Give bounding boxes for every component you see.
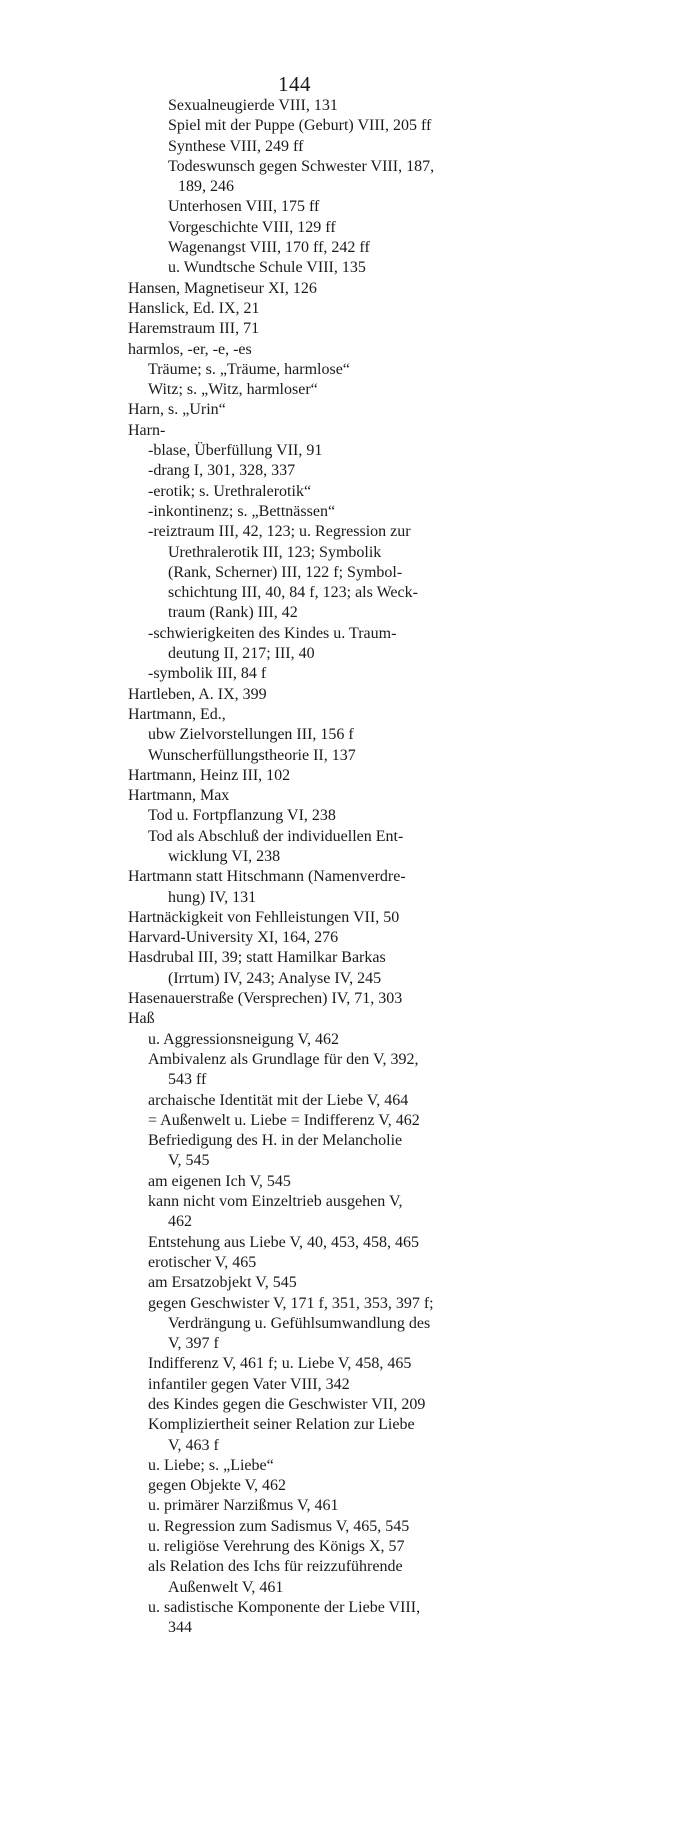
index-subentry: Ambivalenz als Grundlage für den V, 392,: [148, 1050, 419, 1068]
index-subentry: deutung II, 217; III, 40: [168, 645, 315, 663]
index-entry-heading: Hasenauerstraße (Versprechen) IV, 71, 303: [128, 990, 403, 1008]
index-entry-heading: Hartmann, Heinz III, 102: [128, 766, 291, 784]
page-number: 144: [278, 72, 311, 96]
index-subentry: V, 397 f: [168, 1335, 219, 1353]
index-subentry: -reiztraum III, 42, 123; u. Regression zur: [148, 523, 411, 541]
index-subentry: Witz; s. „Witz, harmloser“: [148, 381, 318, 399]
index-subentry: infantiler gegen Vater VIII, 342: [148, 1375, 350, 1393]
index-entry-heading: Hartnäckigkeit von Fehlleistungen VII, 50: [128, 908, 400, 926]
index-subentry: wicklung VI, 238: [168, 847, 281, 865]
index-subentry: Wunscherfüllungstheorie II, 137: [148, 746, 356, 764]
index-subentry: = Außenwelt u. Liebe = Indifferenz V, 462: [148, 1111, 420, 1129]
index-subentry: Entstehung aus Liebe V, 40, 453, 458, 465: [148, 1233, 419, 1251]
index-subentry: 462: [168, 1213, 192, 1231]
index-subentry: Synthese VIII, 249 ff: [168, 137, 304, 155]
index-subentry: am Ersatzobjekt V, 545: [148, 1274, 297, 1292]
index-subentry: schichtung III, 40, 84 f, 123; als Weck-: [168, 584, 418, 602]
index-subentry: des Kindes gegen die Geschwister VII, 209: [148, 1396, 426, 1413]
index-subentry: u. Aggressionsneigung V, 462: [148, 1030, 339, 1048]
index-entry-heading: Hasdrubal III, 39; statt Hamilkar Barkas: [128, 949, 386, 967]
index-subentry: u. religiöse Verehrung des Königs X, 57: [148, 1538, 405, 1556]
index-subentry: Urethralerotik III, 123; Symbolik: [168, 543, 382, 561]
index-subentry: 543 ff: [168, 1071, 207, 1089]
index-subentry: u. sadistische Komponente der Liebe VIII,: [148, 1598, 421, 1616]
index-subentry: Unterhosen VIII, 175 ff: [168, 198, 320, 216]
index-entry-heading: Haremstraum III, 71: [128, 320, 260, 338]
index-subentry: Spiel mit der Puppe (Geburt) VIII, 205 ff: [168, 117, 432, 135]
index-subentry: Wagenangst VIII, 170 ff, 242 ff: [168, 239, 370, 257]
index-subentry: hung) IV, 131: [168, 888, 257, 906]
index-entry-heading: Hartmann, Max: [128, 787, 230, 805]
index-subentry: Vorgeschichte VIII, 129 ff: [168, 218, 336, 236]
index-subentry: -blase, Überfüllung VII, 91: [148, 442, 323, 460]
index-subentry: u. Wundtsche Schule VIII, 135: [168, 259, 366, 277]
index-subentry: (Rank, Scherner) III, 122 f; Symbol-: [168, 563, 403, 581]
index-subentry: -schwierigkeiten des Kindes u. Traum-: [148, 624, 397, 642]
index-subentry: V, 463 f: [168, 1436, 219, 1454]
index-subentry: -erotik; s. Urethralerotik“: [148, 482, 312, 500]
index-subentry: -inkontinenz; s. „Bettnässen“: [148, 502, 336, 520]
index-entry-heading: Harn-: [128, 421, 166, 439]
index-subentry: Verdrängung u. Gefühlsumwandlung des: [168, 1314, 431, 1332]
index-subentry: 344: [168, 1619, 192, 1637]
index-subentry: Indifferenz V, 461 f; u. Liebe V, 458, 465: [148, 1355, 412, 1373]
index-entry-heading: Hartleben, A. IX, 399: [128, 685, 267, 703]
index-subentry: Tod u. Fortpflanzung VI, 238: [148, 807, 336, 825]
index-entry-heading: Hartmann statt Hitschmann (Namenverdre-: [128, 868, 406, 886]
index-subentry: -drang I, 301, 328, 337: [148, 462, 296, 480]
index-subentry: am eigenen Ich V, 545: [148, 1172, 291, 1190]
index-entry-heading: Hansen, Magnetiseur XI, 126: [128, 279, 317, 297]
index-subentry: erotischer V, 465: [148, 1253, 257, 1271]
index-subentry: archaische Identität mit der Liebe V, 464: [148, 1091, 409, 1109]
index-entry-heading: Harvard-University XI, 164, 276: [128, 929, 339, 947]
index-subentry: u. Regression zum Sadismus V, 465, 545: [148, 1517, 410, 1535]
index-entry-heading: Haß: [128, 1010, 155, 1028]
index-entry-heading: Hartmann, Ed.,: [128, 705, 226, 723]
index-entry-heading: harmlos, -er, -e, -es: [128, 340, 252, 358]
index-entry-heading: Harn, s. „Urin“: [128, 401, 226, 419]
index-subentry: Außenwelt V, 461: [168, 1578, 284, 1596]
index-subentry: kann nicht vom Einzeltrieb ausgehen V,: [148, 1193, 403, 1211]
index-subentry: Sexualneugierde VIII, 131: [168, 97, 338, 114]
index-subentry: gegen Geschwister V, 171 f, 351, 353, 397 f;: [148, 1294, 434, 1312]
index-subentry: Kompliziertheit seiner Relation zur Liebe: [148, 1416, 415, 1434]
index-subentry: u. primärer Narzißmus V, 461: [148, 1497, 339, 1515]
index-entries: [128, 96, 568, 1639]
index-subentry: (Irrtum) IV, 243; Analyse IV, 245: [168, 969, 382, 987]
index-subentry: Todeswunsch gegen Schwester VIII, 187,: [168, 157, 435, 175]
index-subentry: u. Liebe; s. „Liebe“: [148, 1456, 274, 1474]
index-subentry: Befriedigung des H. in der Melancholie: [148, 1132, 403, 1150]
index-subentry: als Relation des Ichs für reizzuführende: [148, 1558, 403, 1576]
index-subentry: -symbolik III, 84 f: [148, 665, 267, 683]
index-subentry: Tod als Abschluß der individuellen Ent-: [148, 827, 404, 845]
index-subentry: Träume; s. „Träume, harmlose“: [148, 360, 350, 378]
index-subentry: traum (Rank) III, 42: [168, 604, 298, 622]
index-subentry: ubw Zielvorstellungen III, 156 f: [148, 726, 354, 744]
index-subentry: V, 545: [168, 1152, 210, 1170]
index-entry-heading: Hanslick, Ed. IX, 21: [128, 299, 260, 317]
index-subentry: gegen Objekte V, 462: [148, 1477, 287, 1495]
index-subentry: 189, 246: [178, 178, 234, 196]
